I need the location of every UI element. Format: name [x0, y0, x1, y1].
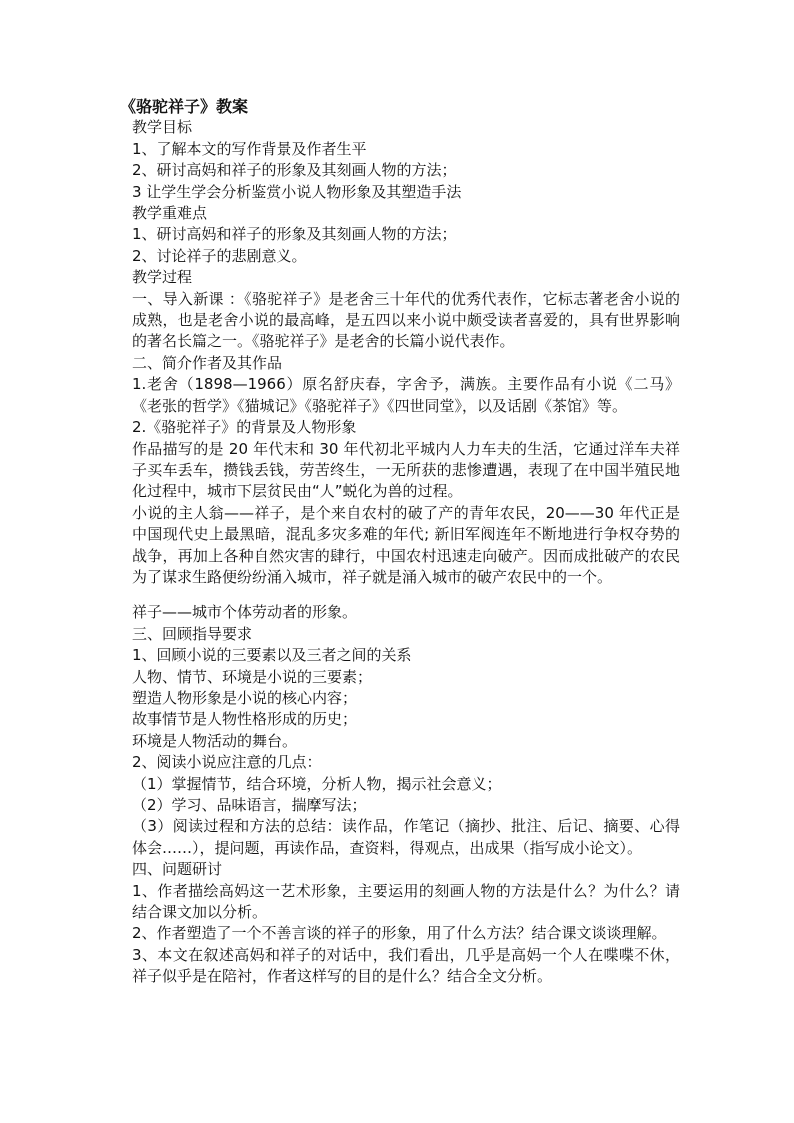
- image-summary-line: 祥子——城市个体劳动者的形象。: [132, 603, 358, 622]
- lesson-plan-document: [120, 96, 680, 988]
- goal-item: 3 让学生学会分析鉴赏小说人物形象及其塑造手法: [132, 182, 462, 201]
- question-item: 1、作者描绘高妈这一艺术形象，主要运用的刻画人物的方法是什么？为什么？请结合课文加以分析。: [132, 881, 680, 922]
- review-subitem: （2）学习、品味语言，揣摩写法；: [132, 796, 367, 814]
- review-subitem: 环境是人物活动的舞台。: [132, 731, 298, 750]
- review-item: 1、回顾小说的三要素以及三者之间的关系: [132, 646, 412, 665]
- background-paragraph: 作品描写的是 20 年代末和 30 年代初北平城内人力车夫的生活，它通过洋车夫祥子买车丢车，攒钱丢钱，劳苦终生，一无所获的悲惨遭遇，表现了在中国半殖民地化过程中，城市下层贫民由“人”蜕化为兽的过程。: [132, 439, 680, 501]
- review-subitem: 故事情节是人物性格形成的历史；: [132, 710, 358, 729]
- key-points-heading: 教学重难点: [132, 204, 208, 223]
- intro-paragraph: 一、导入新课 ：《骆驼祥子》是老舍三十年代的优秀代表作，它标志著老舍小说的成熟，也是老舍小说的最高峰，是五四以来小说中颇受读者喜爱的，具有世界影响的著名长篇之一。《骆驼祥子》是老舍的长篇小说代表作。: [132, 289, 680, 351]
- review-item: 2、阅读小说应注意的几点：: [132, 753, 322, 772]
- process-heading: 教学过程: [132, 268, 193, 287]
- review-subitem: （1）掌握情节，结合环境，分析人物，揭示社会意义；: [132, 774, 502, 793]
- goal-item: 2、研讨高妈和祥子的形象及其刻画人物的方法；: [132, 161, 457, 180]
- question-item: 3、本文在叙述高妈和祥子的对话中，我们看出，几乎是高妈一个人在喋喋不休，祥子似乎是在陪衬，作者这样写的目的是什么？结合全文分析。: [132, 945, 680, 986]
- goal-item: 1、了解本文的写作背景及作者生平: [132, 139, 367, 158]
- section-heading: 二、简介作者及其作品: [132, 353, 283, 372]
- protagonist-paragraph: 小说的主人翁——祥子，是个来自农村的破了产的青年农民，20——30 年代正是中国现代史上最黑暗，混乱多灾多难的年代; 新旧军阀连年不断地进行争权夺势的战争，再加上各种自然灾害的肆行，中国农村迅速走向破产。因而成批破产的农民为了谋求生路便纷纷涌入城市，祥子就是涌入城市的破产农民中的一个。: [132, 503, 680, 586]
- key-point-item: 1、研讨高妈和祥子的形象及其刻画人物的方法；: [132, 225, 457, 244]
- goals-heading: 教学目标: [132, 118, 193, 137]
- document-title: 《骆驼祥子》教案: [120, 97, 249, 116]
- question-item: 2、作者塑造了一个不善言谈的祥子的形象，用了什么方法？结合课文谈谈理解。: [132, 924, 667, 943]
- section-heading: 四、问题研讨: [132, 860, 223, 879]
- section-heading: 三、回顾指导要求: [132, 624, 253, 643]
- key-point-item: 2、讨论祥子的悲剧意义。: [132, 246, 307, 265]
- paragraph-gap: [120, 588, 680, 602]
- review-subitem: 塑造人物形象是小说的核心内容；: [132, 688, 358, 707]
- review-subitem: （3）阅读过程和方法的总结：读作品，作笔记（摘抄、批注、后记、摘要、心得体会……），提问题，再读作品，查资料，得观点，出成果（指写成小论文）。: [132, 817, 680, 857]
- review-subitem: 人物、情节、环境是小说的三要素；: [132, 667, 373, 686]
- background-heading: 2.《骆驼祥子》的背景及人物形象: [132, 418, 357, 437]
- author-paragraph: 1.老舍（1898—1966）原名舒庆春，字舍予，满族。主要作品有小说《二马》《老张的哲学》《猫城记》《骆驼祥子》《四世同堂》，以及话剧《茶馆》等。: [132, 375, 680, 415]
